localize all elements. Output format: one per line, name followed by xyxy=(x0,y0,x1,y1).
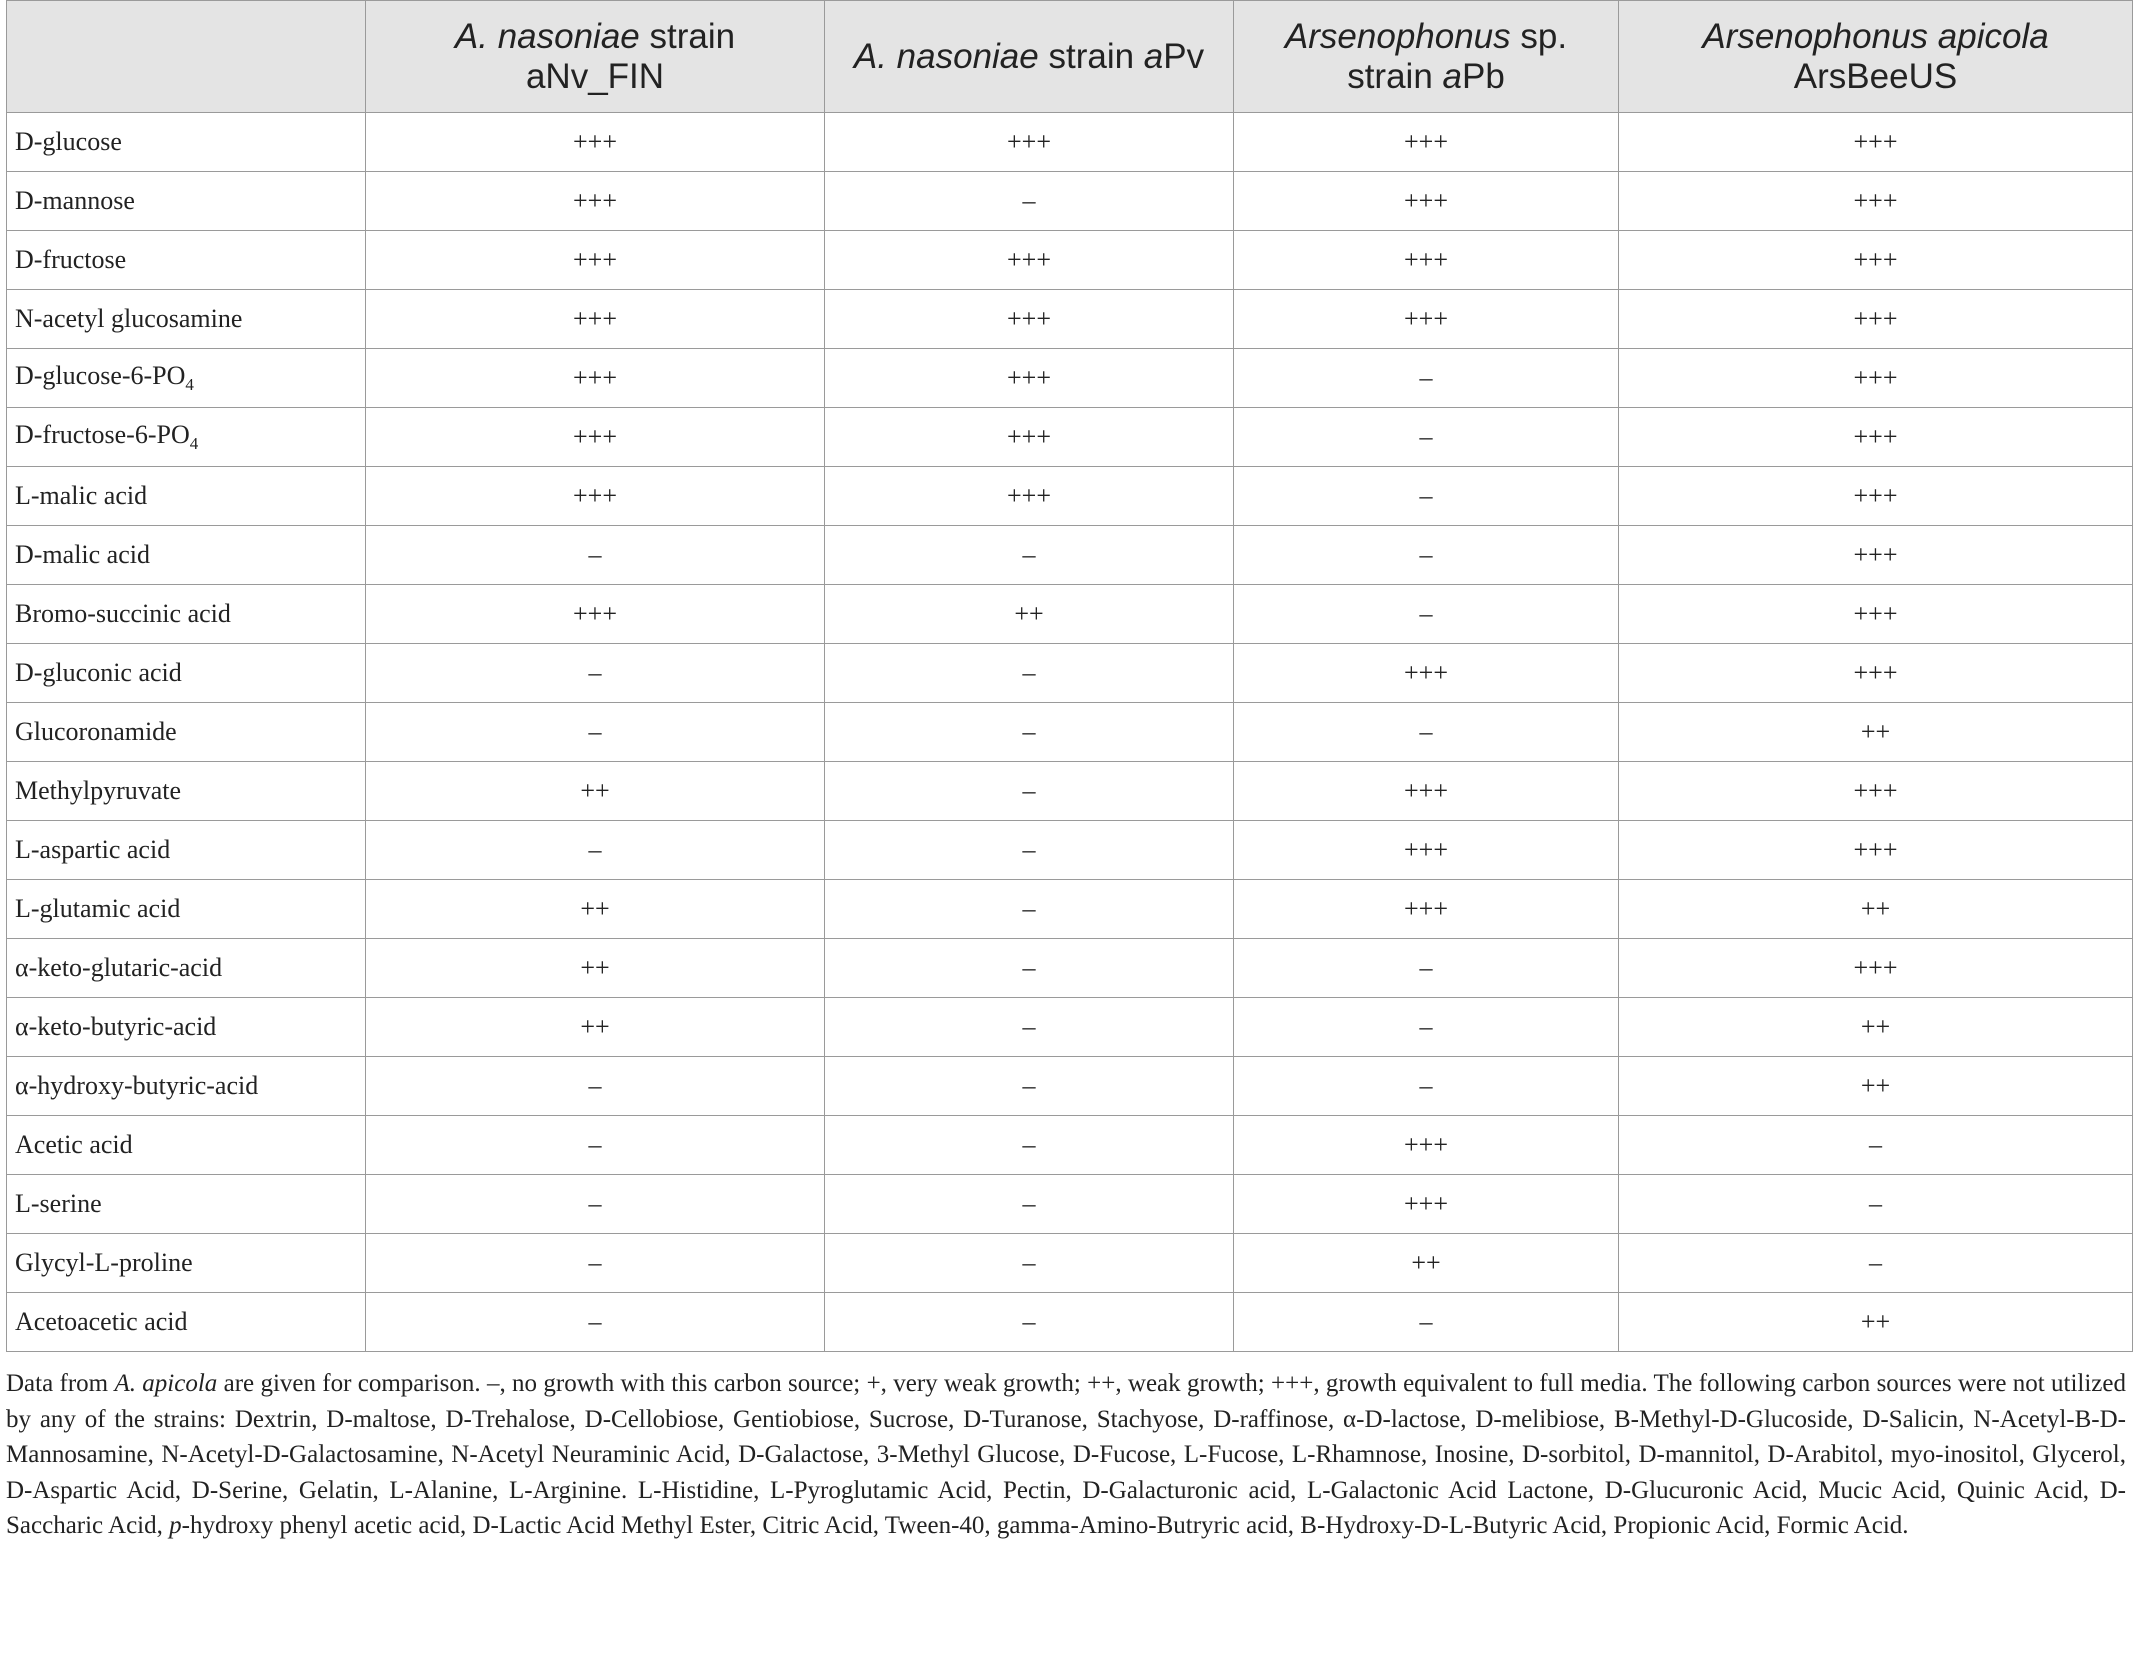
growth-value-cell: – xyxy=(1234,467,1619,526)
header-apb-strain-prefix: a xyxy=(1442,56,1462,96)
carbon-source-label: Methylpyruvate xyxy=(15,776,182,805)
header-arsbeeus-species: Arsenophonus apicola xyxy=(1702,16,2049,56)
table-row xyxy=(7,821,2133,880)
footnote-species: A. apicola xyxy=(114,1370,218,1397)
growth-value-cell: +++ xyxy=(1234,290,1619,349)
growth-value-cell: – xyxy=(825,1175,1234,1234)
carbon-source-name xyxy=(7,290,366,349)
growth-value-cell: – xyxy=(366,703,825,762)
growth-value-cell: +++ xyxy=(366,231,825,290)
growth-value-cell: +++ xyxy=(1619,762,2133,821)
growth-value-cell: +++ xyxy=(366,113,825,172)
growth-value-cell: +++ xyxy=(366,585,825,644)
table-row xyxy=(7,703,2133,762)
growth-value-cell: +++ xyxy=(825,290,1234,349)
growth-value-cell: +++ xyxy=(1619,585,2133,644)
carbon-source-name xyxy=(7,1175,366,1234)
growth-value-cell: ++ xyxy=(1234,1234,1619,1293)
carbon-source-name xyxy=(7,703,366,762)
growth-value-cell: – xyxy=(1234,585,1619,644)
growth-value-cell: – xyxy=(366,1293,825,1352)
header-anv-fin-strain: aNv_FIN xyxy=(525,56,665,96)
carbon-source-label: α-keto-glutaric-acid xyxy=(15,953,223,982)
growth-value-cell: ++ xyxy=(366,762,825,821)
growth-value-cell: ++ xyxy=(1619,1057,2133,1116)
growth-value-cell: +++ xyxy=(1234,113,1619,172)
carbon-source-name xyxy=(7,821,366,880)
table-row xyxy=(7,998,2133,1057)
header-apv-species: A. nasoniae xyxy=(853,36,1039,76)
header-row xyxy=(7,1,2133,113)
table-row xyxy=(7,467,2133,526)
table-header xyxy=(7,1,2133,113)
growth-value-cell: +++ xyxy=(1234,821,1619,880)
growth-value-cell: ++ xyxy=(1619,880,2133,939)
header-empty xyxy=(7,1,366,113)
carbon-source-label: D-mannose xyxy=(15,186,135,215)
growth-value-cell: – xyxy=(825,762,1234,821)
carbon-source-name xyxy=(7,880,366,939)
growth-value-cell: – xyxy=(825,1234,1234,1293)
growth-value-cell: – xyxy=(366,644,825,703)
growth-value-cell: – xyxy=(366,821,825,880)
growth-value-cell: – xyxy=(1619,1234,2133,1293)
header-apb-strain-word: strain xyxy=(1347,56,1443,96)
carbon-source-label: D-glucose-6-PO xyxy=(15,361,186,390)
carbon-source-name xyxy=(7,526,366,585)
growth-value-cell: – xyxy=(1234,526,1619,585)
growth-value-cell: +++ xyxy=(366,408,825,467)
header-apv xyxy=(825,1,1234,113)
growth-value-cell: +++ xyxy=(1619,644,2133,703)
footnote-text-2: are given for comparison. –, no growth with this carbon source; +, very weak growth; ++, weak growth; +++, growth equivalent to full media. The following carbon sources were not utilized by any of the strains: Dextrin, D-maltose, D-Trehalose, D-Cellobiose, Gentiobiose, Sucrose, D-Turanose, Stachyose, D-raffinose, α-D-lactose, D-melibiose, B-Methyl-D-Glucoside, D-Salicin, N-Acetyl-B-D-Mannosamine, N-Acetyl-D-Galactosamine, N-Acetyl Neuraminic Acid, D-Galactose, 3-Methyl Glucose, D-Fucose, L-Fucose, L-Rhamnose, Inosine, D-sorbitol, D-mannitol, D-Arabitol, myo-inositol, Glycerol, D-Aspartic Acid, D-Serine, Gelatin, L-Alanine, L-Arginine. L-Histidine, L-Pyroglutamic Acid, Pectin, D-Galacturonic acid, L-Galactonic Acid Lactone, D-Glucuronic Acid, Mucic Acid, Quinic Acid, D-Saccharic Acid, xyxy=(6,1370,2126,1539)
growth-value-cell: – xyxy=(825,1116,1234,1175)
growth-value-cell: – xyxy=(366,1057,825,1116)
subscript: 4 xyxy=(189,434,199,453)
growth-value-cell: – xyxy=(366,1175,825,1234)
growth-value-cell: – xyxy=(1234,349,1619,408)
growth-value-cell: +++ xyxy=(825,408,1234,467)
carbon-source-label: Glucoronamide xyxy=(15,717,177,746)
carbon-source-label: D-fructose xyxy=(15,245,127,274)
carbon-source-label: D-fructose-6-PO xyxy=(15,420,190,449)
carbon-source-label: α-hydroxy-butyric-acid xyxy=(15,1071,259,1100)
growth-value-cell: – xyxy=(1234,939,1619,998)
growth-value-cell: – xyxy=(825,880,1234,939)
carbon-source-name xyxy=(7,467,366,526)
growth-value-cell: ++ xyxy=(1619,998,2133,1057)
table-row xyxy=(7,526,2133,585)
growth-value-cell: +++ xyxy=(1619,172,2133,231)
carbon-source-label: L-aspartic acid xyxy=(15,835,171,864)
carbon-source-name xyxy=(7,1234,366,1293)
table-row xyxy=(7,880,2133,939)
growth-value-cell: +++ xyxy=(1234,1175,1619,1234)
growth-value-cell: ++ xyxy=(366,998,825,1057)
growth-value-cell: +++ xyxy=(1234,231,1619,290)
growth-value-cell: +++ xyxy=(1234,172,1619,231)
carbon-source-name xyxy=(7,998,366,1057)
table-row xyxy=(7,1057,2133,1116)
table-row xyxy=(7,1175,2133,1234)
carbon-source-name xyxy=(7,1293,366,1352)
growth-value-cell: +++ xyxy=(825,467,1234,526)
table-container xyxy=(6,0,2132,1544)
carbon-source-label: D-gluconic acid xyxy=(15,658,182,687)
table-row xyxy=(7,1293,2133,1352)
growth-value-cell: +++ xyxy=(825,231,1234,290)
growth-value-cell: +++ xyxy=(1234,644,1619,703)
table-footnote xyxy=(6,1366,2126,1544)
growth-value-cell: +++ xyxy=(1234,880,1619,939)
growth-value-cell: – xyxy=(1234,703,1619,762)
table-row xyxy=(7,290,2133,349)
growth-value-cell: +++ xyxy=(1619,408,2133,467)
growth-value-cell: ++ xyxy=(366,939,825,998)
table-row xyxy=(7,1116,2133,1175)
growth-value-cell: – xyxy=(825,526,1234,585)
growth-value-cell: +++ xyxy=(366,349,825,408)
carbon-source-name xyxy=(7,939,366,998)
growth-value-cell: – xyxy=(366,1116,825,1175)
growth-value-cell: +++ xyxy=(825,349,1234,408)
growth-value-cell: – xyxy=(1619,1175,2133,1234)
growth-value-cell: +++ xyxy=(1619,231,2133,290)
header-apv-strain-word: strain xyxy=(1038,36,1144,76)
growth-value-cell: +++ xyxy=(366,467,825,526)
growth-value-cell: ++ xyxy=(1619,703,2133,762)
growth-value-cell: ++ xyxy=(825,585,1234,644)
growth-value-cell: – xyxy=(366,1234,825,1293)
growth-value-cell: – xyxy=(1234,998,1619,1057)
carbon-source-label: Acetic acid xyxy=(15,1130,133,1159)
carbon-source-label: L-serine xyxy=(15,1189,102,1218)
table-row xyxy=(7,1234,2133,1293)
growth-value-cell: +++ xyxy=(1234,1116,1619,1175)
growth-value-cell: ++ xyxy=(1619,1293,2133,1352)
header-anv-fin-strain-word: strain xyxy=(639,16,736,56)
growth-value-cell: +++ xyxy=(366,290,825,349)
carbon-source-label: D-malic acid xyxy=(15,540,150,569)
growth-value-cell: – xyxy=(366,526,825,585)
carbon-source-name xyxy=(7,408,366,467)
subscript: 4 xyxy=(185,375,194,394)
growth-value-cell: ++ xyxy=(366,880,825,939)
carbon-source-name xyxy=(7,349,366,408)
header-apv-strain-suffix: Pv xyxy=(1163,36,1205,76)
growth-value-cell: +++ xyxy=(1619,113,2133,172)
growth-value-cell: – xyxy=(825,821,1234,880)
carbon-source-label: N-acetyl glucosamine xyxy=(15,304,243,333)
growth-value-cell: – xyxy=(1619,1116,2133,1175)
header-anv-fin-species: A. nasoniae xyxy=(454,16,640,56)
carbon-source-name xyxy=(7,172,366,231)
growth-value-cell: – xyxy=(825,703,1234,762)
growth-value-cell: +++ xyxy=(1619,467,2133,526)
carbon-source-label: Acetoacetic acid xyxy=(15,1307,188,1336)
table-row xyxy=(7,349,2133,408)
table-row xyxy=(7,585,2133,644)
growth-value-cell: +++ xyxy=(1619,349,2133,408)
carbon-source-table xyxy=(6,0,2133,1352)
table-row xyxy=(7,939,2133,998)
growth-value-cell: +++ xyxy=(1619,290,2133,349)
header-apb xyxy=(1234,1,1619,113)
carbon-source-name xyxy=(7,762,366,821)
growth-value-cell: – xyxy=(825,172,1234,231)
carbon-source-label: L-malic acid xyxy=(15,481,148,510)
carbon-source-label: L-glutamic acid xyxy=(15,894,181,923)
growth-value-cell: – xyxy=(825,939,1234,998)
growth-value-cell: +++ xyxy=(1234,762,1619,821)
carbon-source-name xyxy=(7,1057,366,1116)
header-apb-sp: sp. xyxy=(1510,16,1568,56)
table-body xyxy=(7,113,2133,1352)
header-anv-fin xyxy=(366,1,825,113)
growth-value-cell: – xyxy=(825,644,1234,703)
growth-value-cell: +++ xyxy=(1619,821,2133,880)
carbon-source-label: Glycyl-L-proline xyxy=(15,1248,193,1277)
carbon-source-label: D-glucose xyxy=(15,127,122,156)
table-row xyxy=(7,172,2133,231)
carbon-source-label: Bromo-succinic acid xyxy=(15,599,231,628)
table-row xyxy=(7,408,2133,467)
table-row xyxy=(7,113,2133,172)
growth-value-cell: – xyxy=(1234,408,1619,467)
footnote-italic-p: p xyxy=(169,1512,182,1539)
header-arsbeeus xyxy=(1619,1,2133,113)
header-apb-genus: Arsenophonus xyxy=(1284,16,1511,56)
carbon-source-name xyxy=(7,644,366,703)
growth-value-cell: – xyxy=(825,1293,1234,1352)
growth-value-cell: +++ xyxy=(1619,939,2133,998)
footnote-text-3: -hydroxy phenyl acetic acid, D-Lactic Acid Methyl Ester, Citric Acid, Tween-40, gamma-Amino-Butryric acid, B-Hydroxy-D-L-Butyric Acid, Propionic Acid, Formic Acid. xyxy=(181,1512,1909,1539)
growth-value-cell: – xyxy=(825,998,1234,1057)
carbon-source-name xyxy=(7,113,366,172)
carbon-source-label: α-keto-butyric-acid xyxy=(15,1012,217,1041)
table-row xyxy=(7,231,2133,290)
header-arsbeeus-strain: ArsBeeUS xyxy=(1793,56,1958,96)
carbon-source-name xyxy=(7,231,366,290)
growth-value-cell: +++ xyxy=(1619,526,2133,585)
growth-value-cell: – xyxy=(1234,1057,1619,1116)
carbon-source-name xyxy=(7,1116,366,1175)
growth-value-cell: +++ xyxy=(825,113,1234,172)
growth-value-cell: – xyxy=(1234,1293,1619,1352)
carbon-source-name xyxy=(7,585,366,644)
header-apb-strain-suffix: Pb xyxy=(1461,56,1505,96)
table-row xyxy=(7,762,2133,821)
header-apv-strain-prefix: a xyxy=(1143,36,1164,76)
growth-value-cell: +++ xyxy=(366,172,825,231)
footnote-text-1: Data from xyxy=(6,1370,115,1397)
growth-value-cell: – xyxy=(825,1057,1234,1116)
table-row xyxy=(7,644,2133,703)
